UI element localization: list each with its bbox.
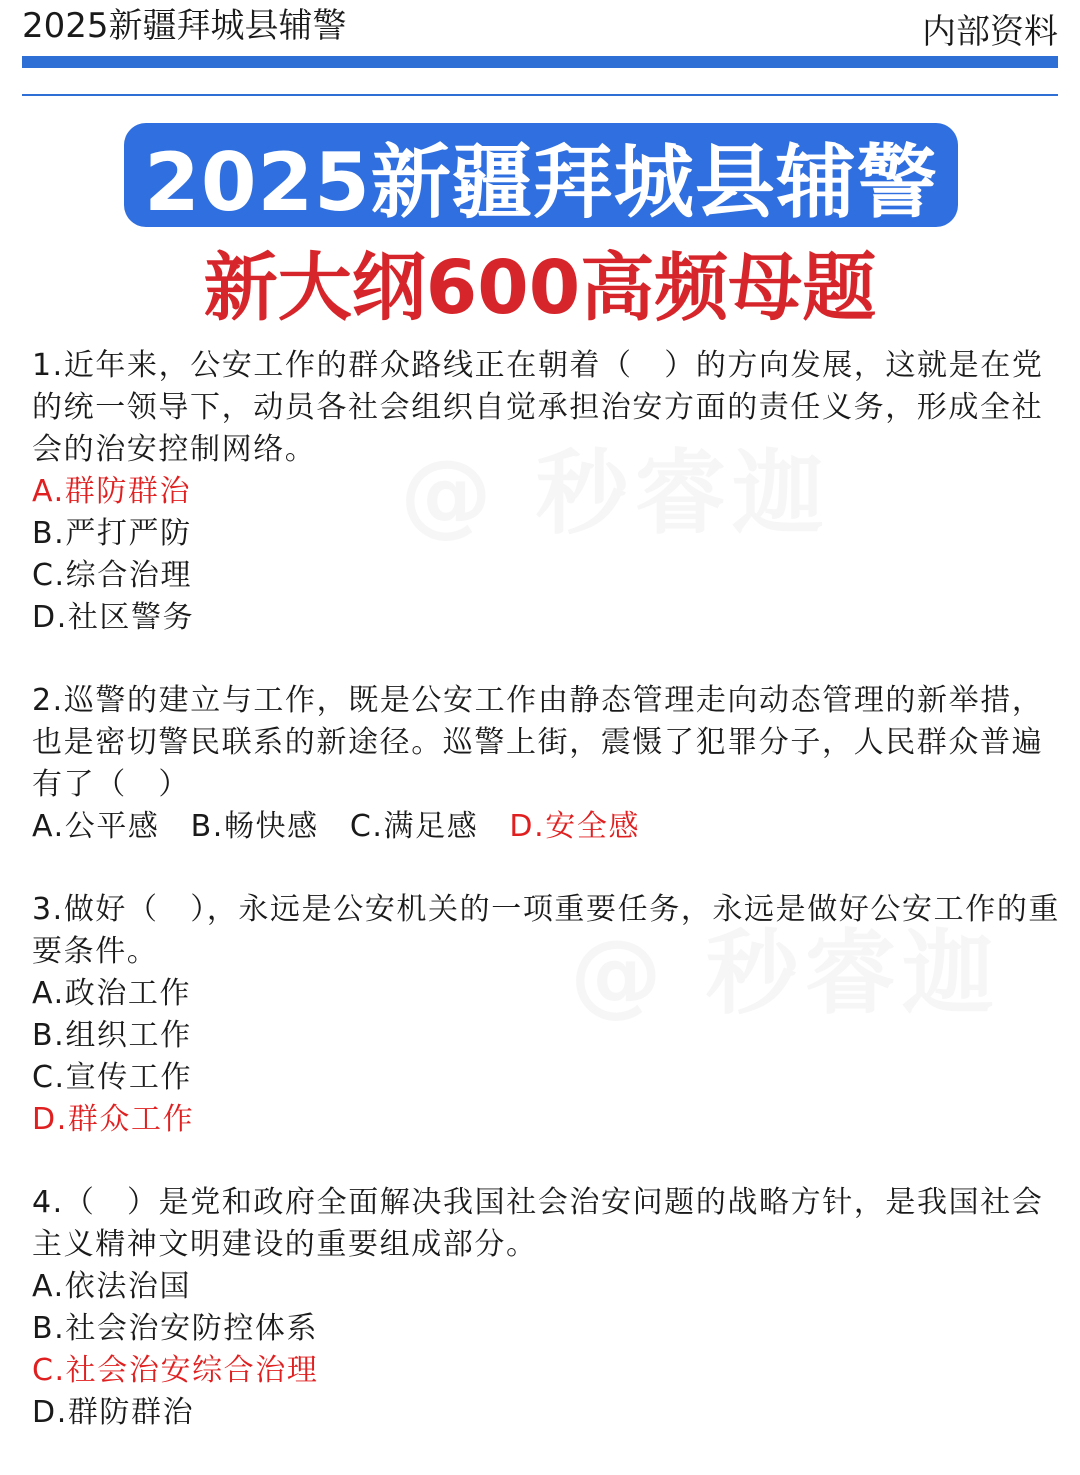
option-a: A.政治工作 xyxy=(32,976,192,1011)
option-b: B.社会治安防控体系 xyxy=(32,1311,319,1346)
option-row xyxy=(32,806,1062,848)
option-a: A.依法治国 xyxy=(32,1269,192,1304)
question-text: 4.（ ）是党和政府全面解决我国社会治安问题的战略方针，是我国社会主义精神文明建设的重要组成部分。 xyxy=(32,1185,1044,1262)
question-3 xyxy=(32,889,1062,1141)
page-subtitle: 新大纲600高频母题 xyxy=(203,245,877,331)
option-d: D.安全感 xyxy=(509,809,641,844)
option-d: D.群防群治 xyxy=(32,1395,195,1430)
header-divider xyxy=(22,94,1058,96)
question-2 xyxy=(32,680,1062,848)
question-text: 1.近年来，公安工作的群众路线正在朝着（ ）的方向发展，这就是在党的统一领导下，动员各社会组织自觉承担治安方面的责任义务，形成全社会的治安控制网络。 xyxy=(32,348,1044,467)
question-1 xyxy=(32,345,1062,639)
option-a: A.公平感 xyxy=(32,809,160,844)
title-banner xyxy=(124,123,958,227)
question-list xyxy=(32,345,1062,1475)
option-a: A.群防群治 xyxy=(32,474,192,509)
header-bar xyxy=(22,56,1058,68)
option-b: B.严打严防 xyxy=(32,516,192,551)
option-b: B.畅快感 xyxy=(190,809,319,844)
question-4 xyxy=(32,1182,1062,1434)
header-left-text: 2025新疆拜城县辅警 xyxy=(22,6,347,46)
option-c: C.综合治理 xyxy=(32,558,193,593)
question-text: 3.做好（ ），永远是公安机关的一项重要任务，永远是做好公安工作的重要条件。 xyxy=(32,892,1061,969)
option-b: B.组织工作 xyxy=(32,1018,192,1053)
option-c: C.满足感 xyxy=(349,809,479,844)
option-c: C.宣传工作 xyxy=(32,1060,193,1095)
option-d: D.社区警务 xyxy=(32,600,195,635)
page-title: 2025新疆拜城县辅警 xyxy=(144,135,938,229)
option-d: D.群众工作 xyxy=(32,1102,195,1137)
header-right-text: 内部资料 xyxy=(922,12,1058,52)
option-c: C.社会治安综合治理 xyxy=(32,1353,319,1388)
question-text: 2.巡警的建立与工作，既是公安工作由静态管理走向动态管理的新举措，也是密切警民联系的新途径。巡警上街，震慑了犯罪分子，人民群众普遍有了（ ） xyxy=(32,683,1044,802)
